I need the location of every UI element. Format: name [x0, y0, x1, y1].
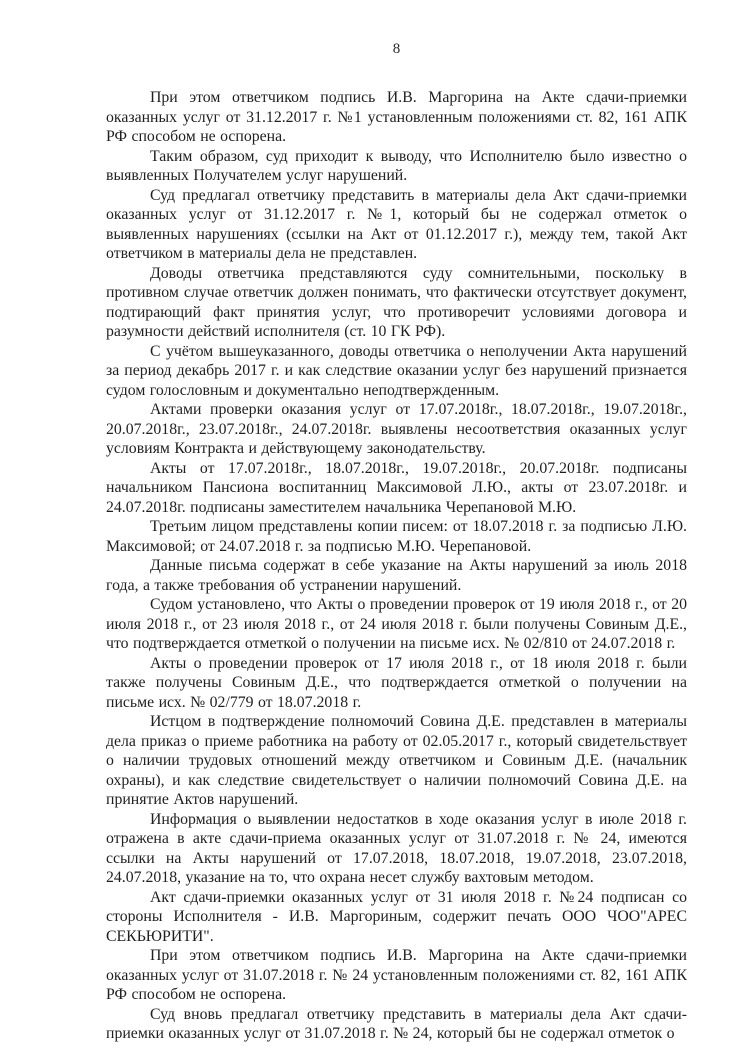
paragraph: Истцом в подтверждение полномочий Совина Д.Е. представлен в материалы дела приказ о приеме работника на работу от 02.05.2017 г., который свидетельствует о наличии трудовых отношений между ответчиком и Совиным Д.Е. (начальник охраны), и как следствие свидетельствует о наличии полномочий Совина Д.Е. на принятие Актов нарушений. — [106, 713, 687, 808]
paragraph: Акт сдачи-приемки оказанных услуг от 31 июля 2018 г. №24 подписан со стороны Исполнителя - И.В. Маргориным, содержит печать ООО ЧОО"АРЕС СЕКЬЮРИТИ". — [106, 888, 687, 945]
paragraph: Актами проверки оказания услуг от 17.07.2018г., 18.07.2018г., 19.07.2018г., 20.07.2018г., 23.07.2018г., 24.07.2018г. выявлены несоответствия оказанных услуг условиям Контракта и действующему законодательству. — [106, 401, 687, 457]
paragraph: С учётом вышеуказанного, доводы ответчика о неполучении Акта нарушений за период декабрь 2017 г. и как следствие оказании услуг без нарушений признается судом голословным и документально неподтвержденным. — [106, 342, 687, 399]
paragraph: Таким образом, суд приходит к выводу, что Исполнителю было известно о выявленных Получателем услуг нарушений. — [106, 147, 687, 184]
document-body — [106, 88, 687, 1044]
paragraph: Суд вновь предлагал ответчику представить в материалы дела Акт сдачи-приемки оказанных услуг от 31.07.2018 г. № 24, который бы не содержал отметок о — [106, 1005, 687, 1042]
paragraph: Третьим лицом представлены копии писем: от 18.07.2018 г. за подписью Л.Ю. Максимовой; от 24.07.2018 г. за подписью М.Ю. Черепановой. — [106, 518, 687, 555]
paragraph: При этом ответчиком подпись И.В. Маргорина на Акте сдачи-приемки оказанных услуг от 31.12.2017 г. №1 установленным положениями ст. 82, 161 АПК РФ способом не оспорена. — [106, 89, 687, 145]
paragraph: Доводы ответчика представляются суду сомнительными, поскольку в противном случае ответчик должен понимать, что фактически отсутствует документ, подтирающий факт принятия услуг, что противоречит условиями договора и разумности действий исполнителя (ст. 10 ГК РФ). — [106, 264, 687, 340]
paragraph: Суд предлагал ответчику представить в материалы дела Акт сдачи-приемки оказанных услуг от 31.12.2017 г. №1, который бы не содержал отметок о выявленных нарушениях (ссылки на Акт от 01.12.2017 г.), между тем, такой Акт ответчиком в материалы дела не представлен. — [106, 186, 687, 262]
paragraph: Данные письма содержат в себе указание на Акты нарушений за июль 2018 года, а также требования об устранении нарушений. — [106, 557, 687, 594]
paragraph: При этом ответчиком подпись И.В. Маргорина на Акте сдачи-приемки оказанных услуг от 31.07.2018 г. № 24 установленным положениями ст. 82, 161 АПК РФ способом не оспорена. — [106, 947, 687, 1003]
page-number: 8 — [392, 41, 401, 57]
paragraph: Акты о проведении проверок от 17 июля 2018 г., от 18 июля 2018 г. были также получены Совиным Д.Е., что подтверждается отметкой о получении на письме исх. № 02/779 от 18.07.2018 г. — [106, 654, 687, 711]
paragraph: Информация о выявлении недостатков в ходе оказания услуг в июле 2018 г. отражена в акте сдачи-приема оказанных услуг от 31.07.2018 г. № 24, имеются ссылки на Акты нарушений от 17.07.2018, 18.07.2018, 19.07.2018, 23.07.2018, 24.07.2018, указание на то, что охрана несет службу вахтовым методом. — [106, 810, 687, 886]
paragraph: Акты от 17.07.2018г., 18.07.2018г., 19.07.2018г., 20.07.2018г. подписаны начальником Пансиона воспитанниц Максимовой Л.Ю., акты от 23.07.2018г. и 24.07.2018г. подписаны заместителем начальника Черепановой М.Ю. — [106, 459, 687, 516]
paragraph: Судом установлено, что Акты о проведении проверок от 19 июля 2018 г., от 20 июля 2018 г., от 23 июля 2018 г., от 24 июля 2018 г. были получены Совиным Д.Е., что подтверждается отметкой о получении на письме исх. № 02/810 от 24.07.2018 г. — [106, 596, 687, 652]
